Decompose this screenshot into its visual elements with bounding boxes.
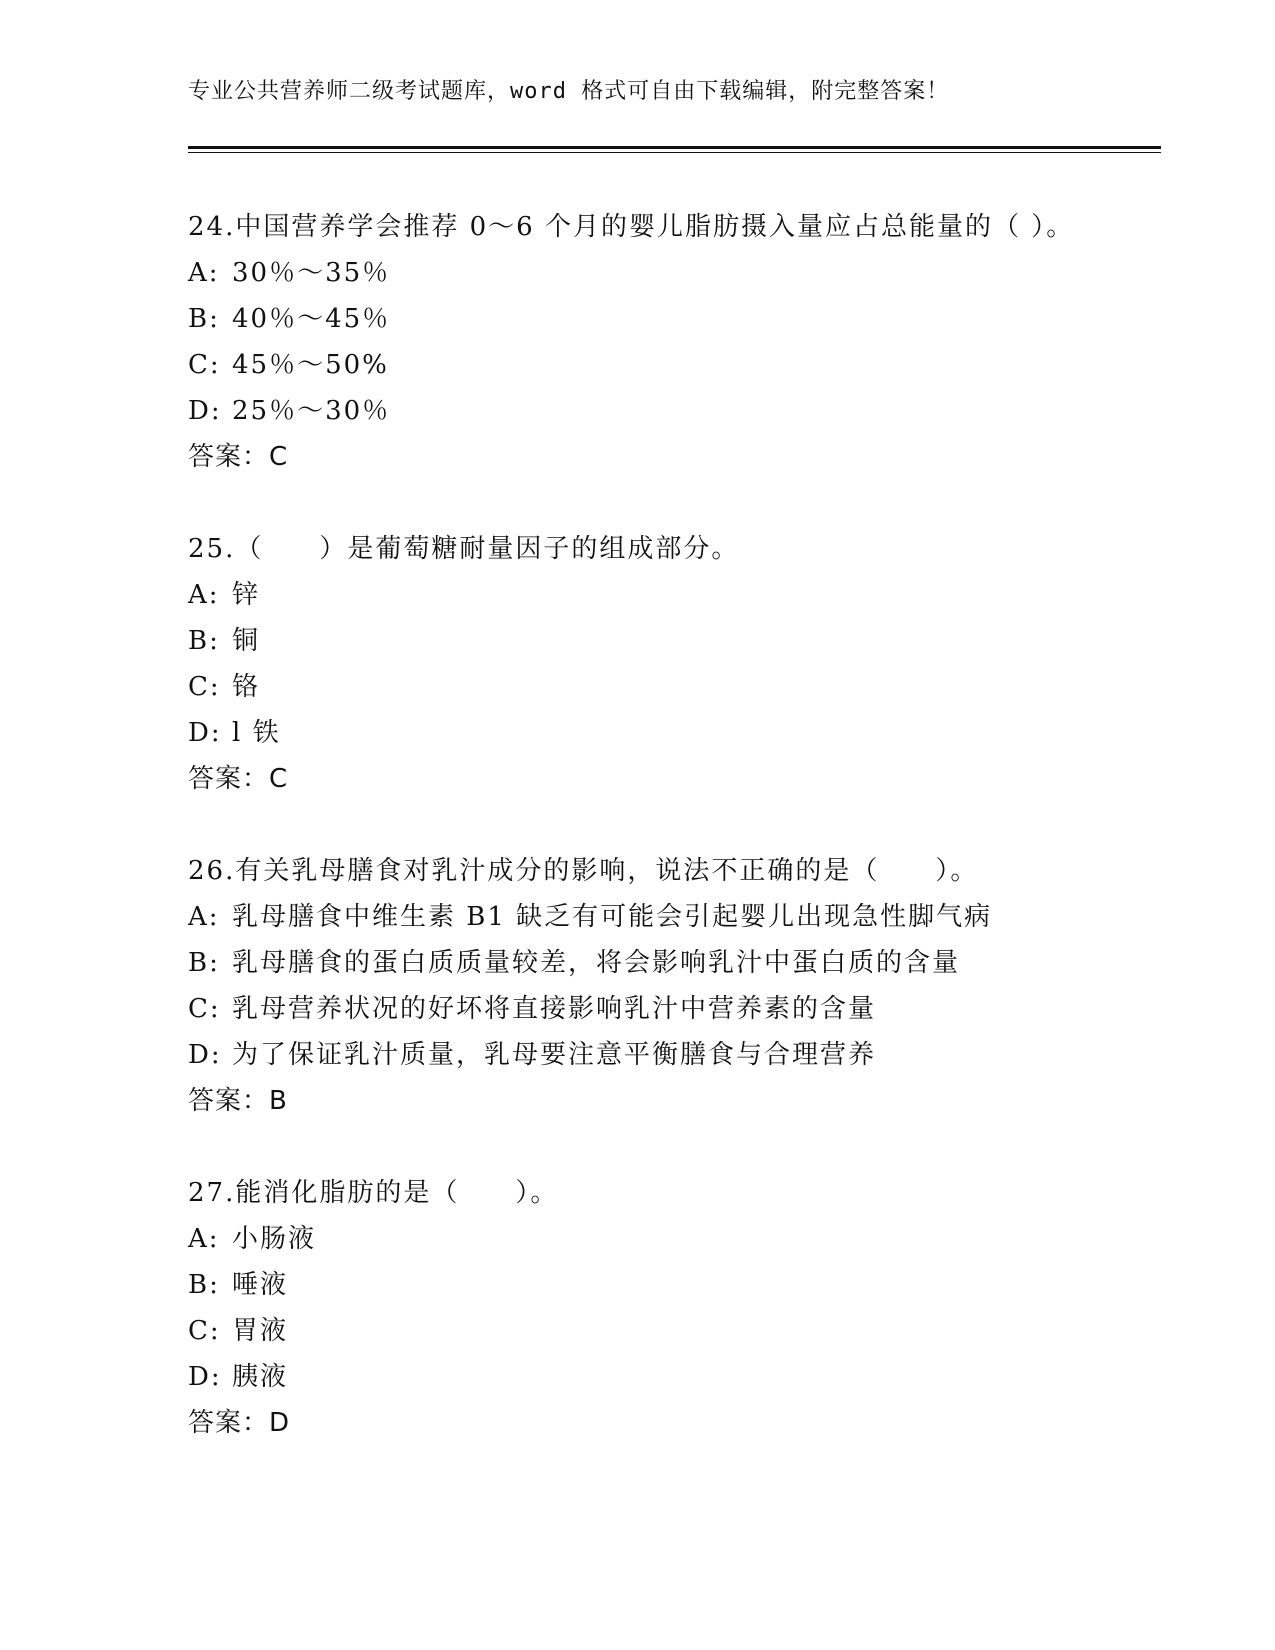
option-d (188, 388, 1148, 434)
option-text: 25％～30％ (232, 396, 391, 426)
option-letter: D: (188, 718, 222, 748)
question-stem: 25.（ ）是葡萄糖耐量因子的组成部分。 (188, 534, 740, 564)
option-b (188, 940, 1148, 986)
option-text: 铜 (232, 626, 261, 656)
option-text: 锌 (232, 580, 261, 610)
option-text: 唾液 (232, 1270, 289, 1300)
option-letter: D: (188, 1362, 222, 1392)
question-27 (188, 1170, 1148, 1446)
option-text: 45％～50% (232, 350, 389, 380)
question-26 (188, 848, 1148, 1124)
option-text: 30％～35％ (232, 258, 391, 288)
option-text: 胰液 (232, 1362, 289, 1392)
answer: 答案：B (188, 1086, 288, 1116)
option-letter: A: (188, 902, 220, 932)
option-c (188, 1308, 1148, 1354)
option-d (188, 1354, 1148, 1400)
option-letter: A: (188, 580, 220, 610)
option-text: 为了保证乳汁质量，乳母要注意平衡膳食与合理营养 (232, 1040, 877, 1070)
option-text: 小肠液 (232, 1224, 317, 1254)
option-letter: B: (188, 948, 220, 978)
option-b (188, 618, 1148, 664)
option-c (188, 664, 1148, 710)
option-letter: B: (188, 1270, 220, 1300)
option-letter: B: (188, 626, 220, 656)
page-header: 专业公共营养师二级考试题库，word 格式可自由下载编辑，附完整答案！ (188, 79, 950, 104)
option-b (188, 1262, 1148, 1308)
option-letter: C: (188, 994, 221, 1024)
question-stem: 26.有关乳母膳食对乳汁成分的影响，说法不正确的是（ ）。 (188, 856, 979, 886)
question-list (188, 204, 1148, 1492)
header-divider (188, 146, 1161, 149)
option-text: 乳母营养状况的好坏将直接影响乳汁中营养素的含量 (232, 994, 877, 1024)
option-c (188, 342, 1148, 388)
option-letter: C: (188, 1316, 221, 1346)
answer: 答案：C (188, 764, 289, 794)
answer: 答案：D (188, 1408, 291, 1438)
option-letter: A: (188, 1224, 220, 1254)
question-25 (188, 526, 1148, 802)
question-stem: 27.能消化脂肪的是（ ）。 (188, 1178, 559, 1208)
option-letter: D: (188, 1040, 222, 1070)
option-d (188, 710, 1148, 756)
option-text: 胃液 (232, 1316, 289, 1346)
option-letter: C: (188, 672, 221, 702)
question-stem: 24.中国营养学会推荐 0～6 个月的婴儿脂肪摄入量应占总能量的（ ）。 (188, 212, 1075, 242)
option-text: 40％～45％ (232, 304, 391, 334)
option-a (188, 1216, 1148, 1262)
option-a (188, 250, 1148, 296)
option-b (188, 296, 1148, 342)
option-text: l 铁 (232, 718, 281, 748)
option-a (188, 572, 1148, 618)
option-letter: C: (188, 350, 221, 380)
answer: 答案：C (188, 442, 289, 472)
option-letter: A: (188, 258, 220, 288)
header-divider-thin (188, 152, 1161, 153)
option-letter: D: (188, 396, 222, 426)
option-letter: B: (188, 304, 220, 334)
option-text: 乳母膳食的蛋白质质量较差，将会影响乳汁中蛋白质的含量 (232, 948, 961, 978)
option-text: 乳母膳食中维生素 B1 缺乏有可能会引起婴儿出现急性脚气病 (232, 902, 993, 932)
option-a (188, 894, 1148, 940)
question-24 (188, 204, 1148, 480)
option-d (188, 1032, 1148, 1078)
option-text: 铬 (232, 672, 261, 702)
option-c (188, 986, 1148, 1032)
